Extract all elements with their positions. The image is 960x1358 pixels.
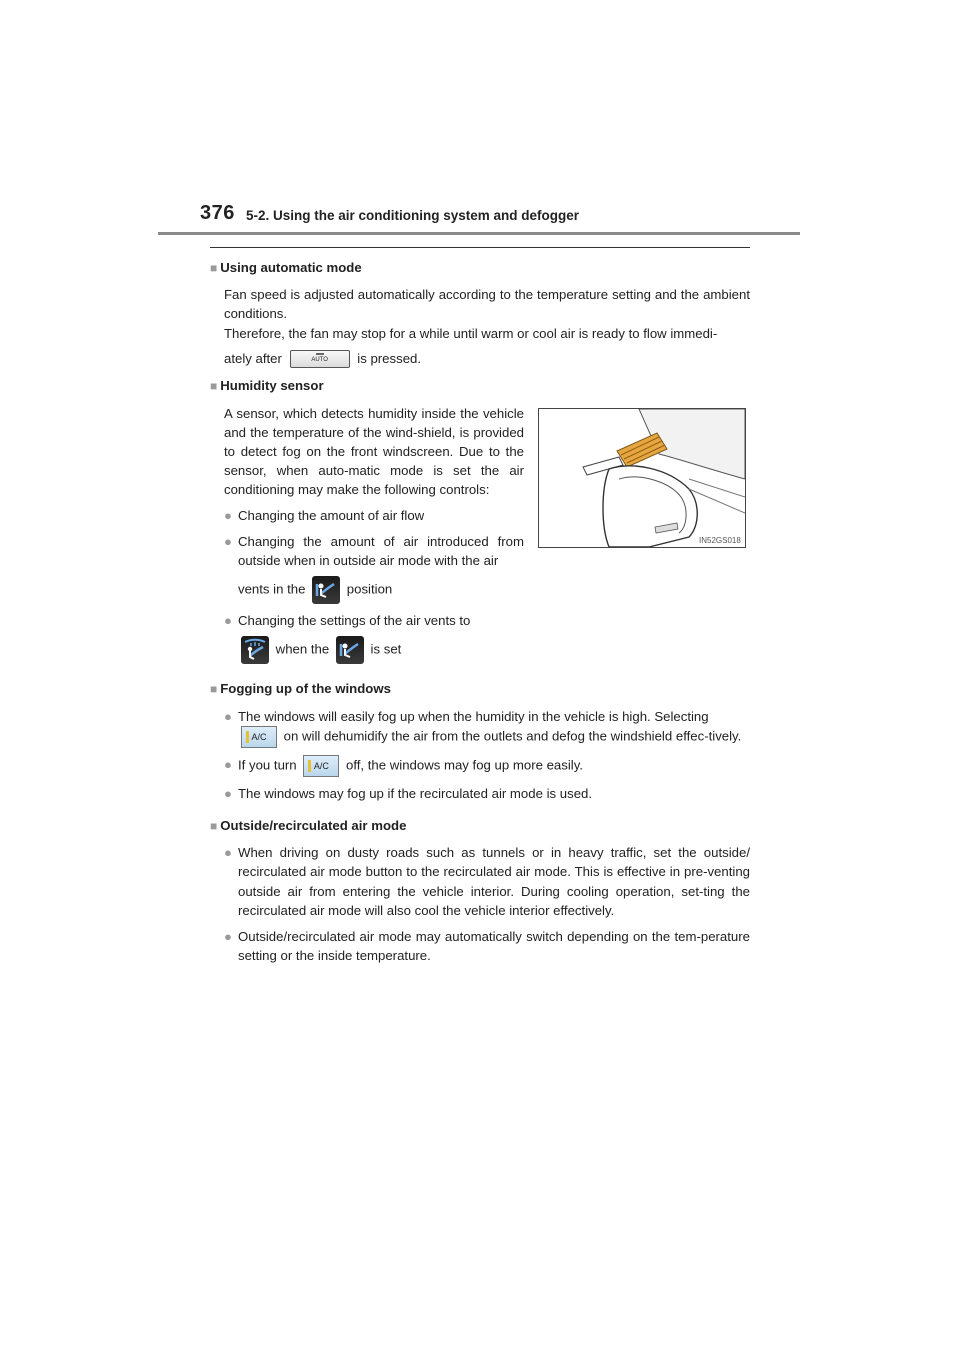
list-item xyxy=(210,707,750,748)
ac-button-icon xyxy=(241,726,277,748)
face-vent-mode-icon xyxy=(336,636,364,664)
section-title-text: Humidity sensor xyxy=(220,378,324,394)
list-item-text: off, the windows may fog up more easily. xyxy=(346,757,584,773)
list-item-text: Changing the amount of air flow xyxy=(238,507,425,523)
list-item xyxy=(224,532,524,604)
list-item xyxy=(224,506,524,525)
ac-button-icon xyxy=(303,755,339,777)
auto-button-icon xyxy=(290,350,350,368)
humidity-paragraph: A sensor, which detects humidity inside the vehicle and the temperature of the wind-shield, is provided to detect fog on the front windscreen. Due to the sensor, when auto-matic mode is set the air conditioning may make the following controls: xyxy=(224,405,524,498)
windshield-vent-mode-icon xyxy=(241,636,269,664)
auto-paragraph-2: Therefore, the fan may stop for a while until warm or cool air is ready to flow immedi- xyxy=(224,325,718,341)
chapter-title: 5-2. Using the air conditioning system and defogger xyxy=(246,208,580,223)
figure-code: IN52GS018 xyxy=(699,535,741,545)
section-title-auto xyxy=(210,258,750,278)
mirror-sensor-illustration xyxy=(539,409,745,547)
bullet-icon: ● xyxy=(224,507,232,523)
list-item-text: The windows will easily fog up when the humidity in the vehicle is high. Selecting xyxy=(238,708,709,724)
list-item xyxy=(210,784,750,803)
bullet-icon: ● xyxy=(224,708,232,724)
auto-button-label: AUTO xyxy=(311,357,328,364)
auto-paragraph-3 xyxy=(224,349,750,369)
list-item-text: The windows may fog up if the recirculated air mode is used. xyxy=(238,785,593,801)
page-header xyxy=(158,196,800,236)
auto-paragraph-1: Fan speed is adjusted automatically according to the temperature setting and the ambient conditions. xyxy=(224,287,750,322)
header-rule xyxy=(158,232,800,235)
bullet-icon: ● xyxy=(224,928,232,944)
section-title-humidity xyxy=(210,376,750,396)
humidity-sensor-figure xyxy=(538,408,746,548)
list-item xyxy=(210,927,750,965)
section-title-text: Outside/recirculated air mode xyxy=(220,817,407,833)
section-title-text: Fogging up of the windows xyxy=(220,681,391,697)
page-number: 376 xyxy=(200,202,235,224)
list-item-text: when the xyxy=(275,641,330,657)
list-item-text: is set xyxy=(370,641,402,657)
list-item-text: Outside/recirculated air mode may automatically switch depending on the tem-perature setting or the inside temperature. xyxy=(238,928,750,964)
square-bullet-icon: ■ xyxy=(210,261,218,275)
bullet-icon: ● xyxy=(224,785,232,801)
bullet-icon: ● xyxy=(224,533,232,549)
square-bullet-icon: ■ xyxy=(210,818,218,833)
section-title-recirc xyxy=(210,816,750,836)
square-bullet-icon: ■ xyxy=(210,379,218,394)
page-content xyxy=(210,258,750,972)
list-item xyxy=(210,755,750,777)
bullet-icon: ● xyxy=(224,613,232,629)
section-title-fog xyxy=(210,679,750,699)
list-item-text: If you turn xyxy=(238,757,297,773)
list-item-text: When driving on dusty roads such as tunnels or in heavy traffic, set the outside/ recirculated air mode button to the recirculated air mode. This is effective in pre-venting outside air from entering the vehicle interior. During cooling operation, set-ting the recirculated air mode will also cool the vehicle interior effectively. xyxy=(238,845,750,918)
square-bullet-icon: ■ xyxy=(210,682,218,697)
section-rule xyxy=(210,247,750,248)
list-item xyxy=(210,843,750,920)
section-title-text: Using automatic mode xyxy=(220,260,362,275)
list-item-text: vents in the xyxy=(238,581,306,597)
list-item xyxy=(224,611,524,664)
bullet-icon: ● xyxy=(224,756,232,772)
list-item-text: Changing the settings of the air vents to xyxy=(238,613,471,629)
ac-button-label: A/C xyxy=(251,731,267,742)
auto-text-before: ately after xyxy=(224,350,282,366)
list-item-text: on will dehumidify the air from the outlets and defog the windshield effec-tively. xyxy=(283,728,742,744)
list-item-text: position xyxy=(346,581,393,597)
face-vent-mode-icon xyxy=(312,576,340,604)
bullet-icon: ● xyxy=(224,845,232,861)
ac-button-label: A/C xyxy=(313,760,329,771)
list-item-text: Changing the amount of air introduced from outside when in outside air mode with the air xyxy=(238,533,524,568)
auto-text-after: is pressed. xyxy=(357,350,422,366)
